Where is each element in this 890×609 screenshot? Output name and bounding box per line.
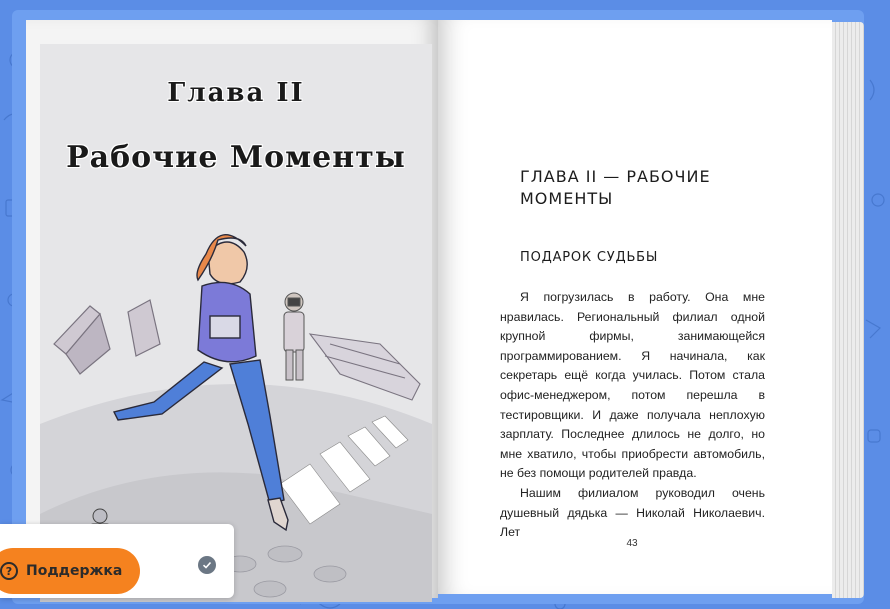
chapter-illustration: [40, 44, 432, 602]
photographer: [284, 293, 304, 380]
section-title: ПОДАРОК СУДЬБЫ: [520, 250, 659, 265]
chapter-number-heading: Глава II: [167, 78, 305, 108]
paragraph: Я погрузилась в работу. Она мне нравилась. Региональный филиал одной крупной фирмы, занимающейся программированием. Я начинала, как секретарь ещё когда училась. Потом стала офис-менеджером, потом перешла в тестировщики. И даже получала неплохую зарплату. Последнее длилось не долго, но мне хватило, чтобы приобрести автомобиль, не без помощи родителей правда.: [500, 290, 765, 481]
drawbridge-left: [54, 300, 160, 374]
page-title: ГЛАВА II — РАБОЧИЕ МОМЕНТЫ: [520, 167, 711, 208]
paragraph: Нашим филиалом руководил очень душевный дядька — Николай Николаевич. Лет: [500, 485, 765, 540]
body-text: [500, 288, 765, 543]
chapter-name-heading: Рабочие Моменты: [66, 140, 406, 175]
question-circle-icon: ?: [0, 562, 18, 580]
illustration-drawing: [40, 44, 432, 602]
left-page: [26, 20, 438, 598]
check-circle-icon: [198, 556, 216, 574]
support-label: Поддержка: [26, 563, 123, 579]
support-button[interactable]: [0, 548, 140, 594]
page-number: 43: [626, 538, 638, 549]
page-edges: [832, 22, 864, 598]
train: [310, 334, 420, 400]
